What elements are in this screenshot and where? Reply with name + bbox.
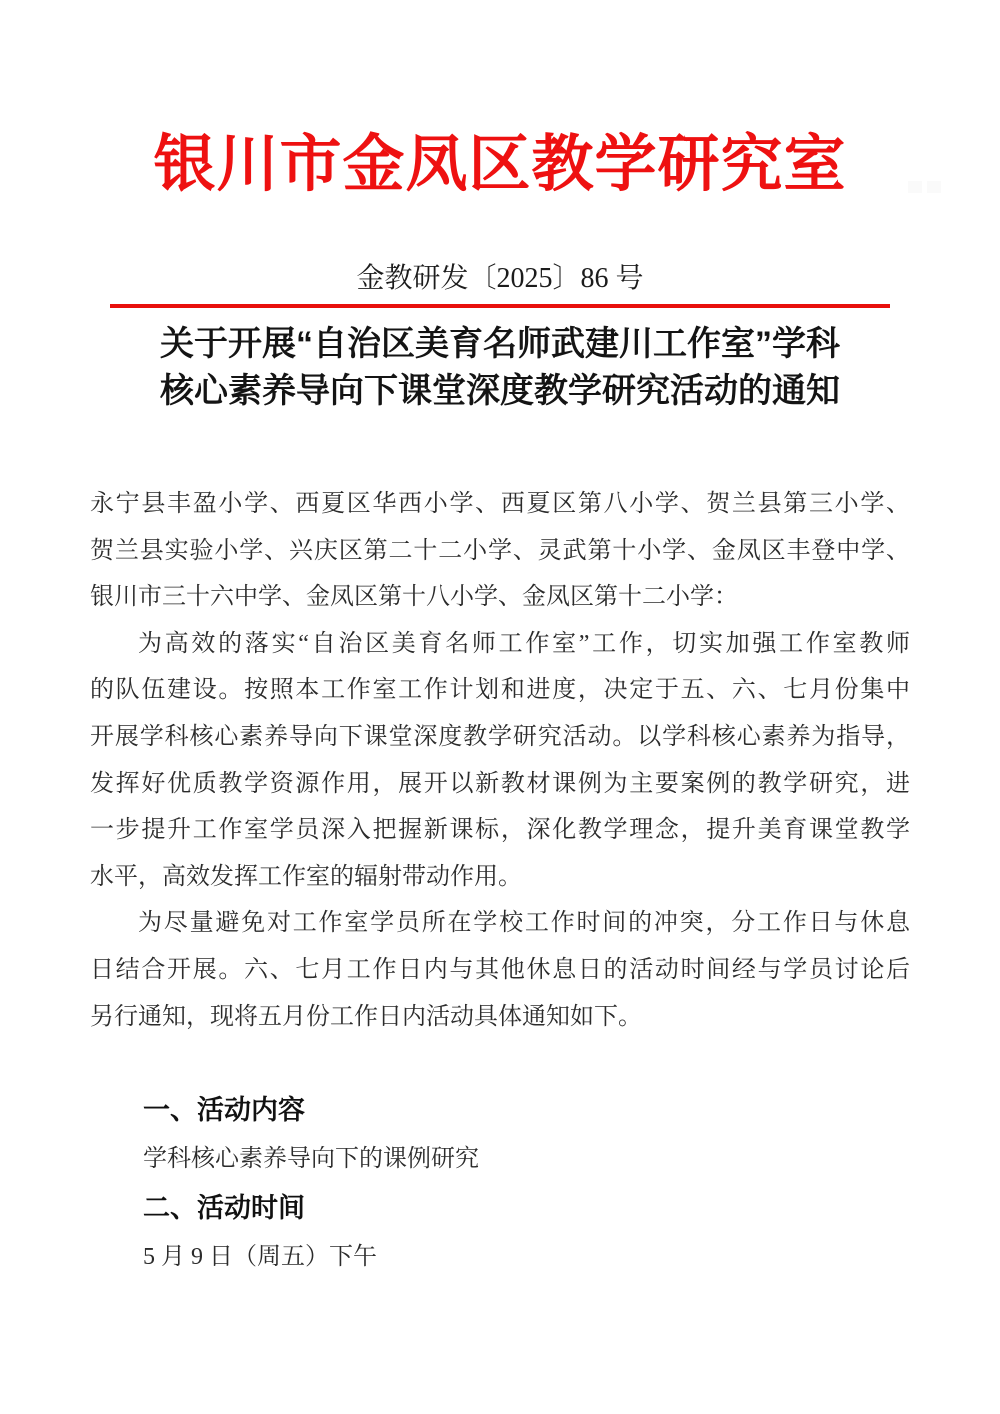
paragraph-2-line-2: 日结合开展。六、七月工作日内与其他休息日的活动时间经与学员讨论后	[90, 956, 910, 983]
red-divider-line	[110, 304, 890, 308]
paragraph-1-line-2: 的队伍建设。按照本工作室工作计划和进度，决定于五、六、七月份集中	[90, 677, 910, 704]
section-1-content: 学科核心素养导向下的课例研究	[143, 1146, 479, 1172]
org-letterhead-title: 银川市金凤区教学研究室	[153, 130, 847, 199]
paragraph-1-line-6: 水平，高效发挥工作室的辐射带动作用。	[90, 863, 522, 890]
paragraph-2-line-1: 为尽量避免对工作室学员所在学校工作时间的冲突，分工作日与休息	[138, 910, 910, 937]
document-title-line-1: 关于开展“自治区美育名师武建川工作室”学科	[160, 325, 840, 363]
section-2-content: 5 月 9 日（周五）下午	[143, 1244, 377, 1270]
section-1-heading: 一、活动内容	[143, 1095, 305, 1125]
scan-artifact	[927, 181, 941, 193]
recipients-line-3: 银川市三十六中学、金凤区第十八小学、金凤区第十二小学：	[90, 584, 738, 611]
paragraph-1-line-5: 一步提升工作室学员深入把握新课标，深化教学理念，提升美育课堂教学	[90, 817, 910, 844]
document-body-text	[90, 481, 910, 1040]
recipients-line-2: 贺兰县实验小学、兴庆区第二十二小学、灵武第十小学、金凤区丰登中学、	[90, 537, 910, 564]
paragraph-2-line-3: 另行通知，现将五月份工作日内活动具体通知如下。	[90, 1003, 642, 1030]
section-2-heading: 二、活动时间	[143, 1193, 305, 1223]
document-sections	[90, 1086, 910, 1282]
document-title	[0, 321, 1000, 415]
scan-artifact	[908, 181, 922, 193]
paragraph-1-line-3: 开展学科核心素养导向下课堂深度教学研究活动。以学科核心素养为指导，	[90, 723, 910, 750]
paragraph-1-line-4: 发挥好优质教学资源作用，展开以新教材课例为主要案例的教学研究，进	[90, 770, 910, 797]
paragraph-1-line-1: 为高效的落实“自治区美育名师工作室”工作，切实加强工作室教师	[138, 630, 910, 657]
document-title-line-2: 核心素养导向下课堂深度教学研究活动的通知	[160, 372, 840, 410]
recipients-line-1: 永宁县丰盈小学、西夏区华西小学、西夏区第八小学、贺兰县第三小学、	[90, 491, 910, 517]
document-number: 金教研发〔2025〕86 号	[356, 263, 644, 294]
